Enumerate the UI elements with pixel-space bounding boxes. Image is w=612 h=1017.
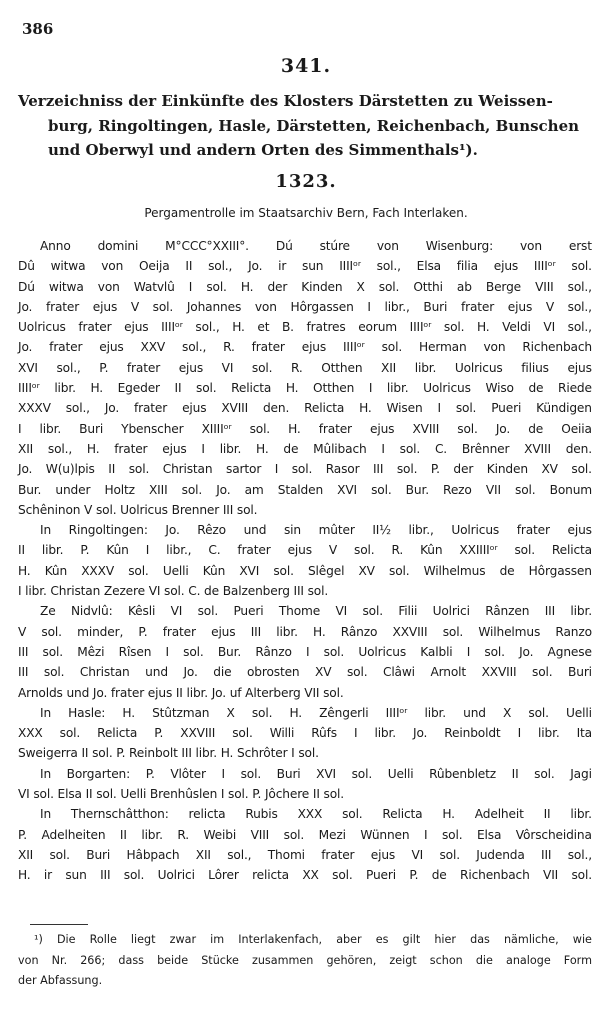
body-line: Arnolds und Jo. frater ejus II libr. Jo. uf Alterberg VII sol. — [18, 685, 344, 700]
body-text — [18, 236, 592, 886]
footnote-rule — [30, 924, 88, 925]
body-line: Jo. frater ejus V sol. Johannes von Hôrgassen I libr., Buri frater ejus V sol., — [18, 299, 592, 314]
footnote-line: von Nr. 266; dass beide Stücke zusammen gehören, zeigt schon die analoge Form — [18, 953, 592, 967]
body-line: Uolricus frater ejus IIIIᵒʳ sol., H. et B. fratres eorum IIIIᵒʳ sol. H. Veldi VI sol., — [18, 320, 592, 335]
body-line: III sol. Christan und Jo. die obrosten XV sol. Clâwi Arnolt XXVIII sol. Buri — [18, 665, 592, 680]
body-line: I libr. Christan Zezere VI sol. C. de Balzenberg III sol. — [18, 584, 329, 599]
body-line: Schêninon V sol. Uolricus Brenner III sol. — [18, 502, 258, 517]
footnote-line: der Abfassung. — [18, 974, 103, 987]
body-line: In Ringoltingen: Jo. Rêzo und sin mûter II½ libr., Uolricus frater ejus — [40, 523, 592, 538]
page-number: 386 — [22, 20, 54, 38]
body-line: P. Adelheiten II libr. R. Weibi VIII sol. Mezi Wünnen I sol. Elsa Vôrscheidina — [18, 827, 592, 842]
body-line: III sol. Mêzi Rîsen I sol. Bur. Rânzo I sol. Uolricus Kalbli I sol. Jo. Agnese — [18, 644, 592, 659]
body-line: V sol. minder, P. frater ejus III libr. H. Rânzo XXVIII sol. Wilhelmus Ranzo — [18, 624, 592, 639]
body-line: XII sol., H. frater ejus I libr. H. de Mûlibach I sol. C. Brênner XVIII den. — [18, 441, 592, 456]
document-number: 341. — [280, 55, 332, 77]
body-line: Dû witwa von Oeija II sol., Jo. ir sun IIIIᵒʳ sol., Elsa filia ejus IIIIᵒʳ sol. — [18, 259, 592, 274]
body-line: XVI sol., P. frater ejus VI sol. R. Otthen XII libr. Uolricus filius ejus — [18, 360, 592, 375]
body-line: IIIIᵒʳ libr. H. Egeder II sol. Relicta H. Otthen I libr. Uolricus Wiso de Riede — [18, 381, 592, 396]
source-note: Pergamentrolle im Staatsarchiv Bern, Fach Interlaken. — [144, 206, 468, 220]
body-line: Ze Nidvlû: Kêsli VI sol. Pueri Thome VI sol. Filii Uolrici Rânzen III libr. — [40, 604, 592, 619]
body-line: Jo. frater ejus XXV sol., R. frater ejus IIIIᵒʳ sol. Herman von Richenbach — [18, 340, 592, 355]
document-year: 1323. — [275, 171, 337, 192]
body-line: XXX sol. Relicta P. XXVIII sol. Willi Rûfs I libr. Jo. Reinboldt I libr. Ita — [18, 726, 592, 741]
body-line: VI sol. Elsa II sol. Uelli Brenhûslen I sol. P. Jôchere II sol. — [18, 787, 344, 802]
body-line: In Thernschâtthon: relicta Rubis XXX sol. Relicta H. Adelheit II libr. — [40, 807, 592, 822]
body-line: Dú witwa von Watvlû I sol. H. der Kinden X sol. Otthi ab Berge VIII sol., — [18, 279, 592, 294]
body-line: Anno domini M°CCC°XXIII°. Dú stúre von Wisenburg: von erst — [40, 239, 592, 253]
body-line: II libr. P. Kûn I libr., C. frater ejus V sol. R. Kûn XXIIIIᵒʳ sol. Relicta — [18, 543, 592, 558]
body-line: Bur. under Holtz XIII sol. Jo. am Stalden XVI sol. Bur. Rezo VII sol. Bonum — [18, 482, 592, 497]
document-title — [18, 89, 590, 163]
body-line: I libr. Buri Ybenscher XIIIIᵒʳ sol. H. frater ejus XVIII sol. Jo. de Oeiia — [18, 421, 592, 436]
body-line: XXXV sol., Jo. frater ejus XVIII den. Relicta H. Wisen I sol. Pueri Kündigen — [18, 401, 592, 416]
title-line: burg, Ringoltingen, Hasle, Därstetten, Reichenbach, Bunschen — [48, 116, 580, 135]
title-line: und Oberwyl und andern Orten des Simmenthals¹). — [48, 141, 478, 159]
body-line: In Borgarten: P. Vlôter I sol. Buri XVI sol. Uelli Rûbenbletz II sol. Jagi — [40, 766, 592, 781]
body-line: Sweigerra II sol. P. Reinbolt III libr. H. Schrôter I sol. — [18, 746, 319, 761]
body-line: H. Kûn XXXV sol. Uelli Kûn XVI sol. Slêgel XV sol. Wilhelmus de Hôrgassen — [18, 563, 592, 578]
body-line: In Hasle: H. Stûtzman X sol. H. Zêngerli IIIIᵒʳ libr. und X sol. Uelli — [40, 705, 592, 720]
title-line: Verzeichniss der Einkünfte des Klosters Därstetten zu Weissen- — [18, 92, 553, 110]
body-line: Jo. W(u)lpis II sol. Christan sartor I sol. Rasor III sol. P. der Kinden XV sol. — [18, 462, 592, 477]
footnote-line: ¹) Die Rolle liegt zwar im Interlakenfach, aber es gilt hier das nämliche, wie — [34, 933, 592, 946]
body-line: XII sol. Buri Hâbpach XII sol., Thomi frater ejus VI sol. Judenda III sol., — [18, 847, 592, 862]
footnote — [18, 930, 592, 992]
body-line: H. ir sun III sol. Uolrici Lôrer relicta XX sol. Pueri P. de Richenbach VII sol. — [18, 868, 592, 883]
